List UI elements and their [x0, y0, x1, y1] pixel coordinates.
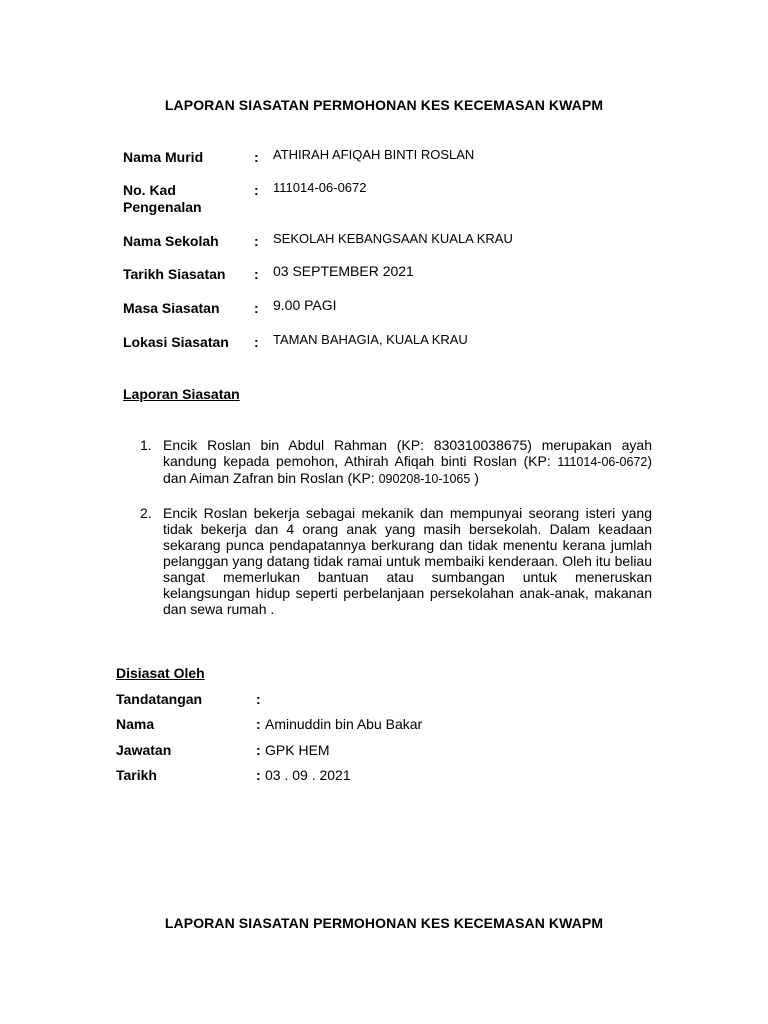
info-label: Lokasi Siasatan: [123, 334, 229, 350]
ic-number: 090208-10-1065: [378, 472, 471, 486]
document-title: LAPORAN SIASATAN PERMOHONAN KES KECEMASAN KWAPM: [164, 97, 604, 113]
info-label: Masa Siasatan: [123, 300, 220, 316]
info-value: TAMAN BAHAGIA, KUALA KRAU: [273, 332, 468, 347]
info-label: Nama Murid: [123, 149, 204, 165]
info-colon: :: [254, 266, 259, 282]
report-item: [140, 505, 652, 617]
info-colon: :: [254, 233, 259, 249]
report-item: [140, 437, 652, 487]
date-value: 03 . 09 . 2021: [265, 767, 351, 783]
position-value: GPK HEM: [265, 742, 330, 758]
report-item-text: Encik Roslan bekerja sebagai mekanik dan mempunyai seorang isteri yang tidak bekerja dan 4 orang anak yang masih bersekolah. Dalam keadaan sekarang punca pendapatannya berkurang dan tidak menentu kerana jumlah pelanggan yang datang tidak ramai untuk membaiki kenderaan. Oleh itu beliau sangat memerlukan bantuan atau sumbangan untuk meneruskan kelangsungan hidup seperti perbelanjaan persekolahan anak-anak, makanan dan sewa rumah .: [163, 505, 652, 617]
date-colon: :: [256, 767, 261, 783]
info-value: 03 SEPTEMBER 2021: [273, 263, 414, 279]
report-heading: Laporan Siasatan: [123, 386, 240, 402]
info-label: No. Kad Pengenalan: [123, 182, 202, 215]
signature-colon: :: [256, 691, 261, 707]
report-item-number: 2.: [140, 505, 152, 521]
ic-number: 111014-06-0672: [557, 455, 648, 469]
info-value: SEKOLAH KEBANGSAAN KUALA KRAU: [273, 231, 513, 246]
report-item-text: ): [470, 470, 479, 486]
info-colon: :: [254, 300, 259, 316]
date-label: Tarikh: [116, 767, 157, 783]
info-value: 111014-06-0672: [273, 180, 367, 195]
investigator-name-label: Nama: [116, 716, 155, 732]
info-value: ATHIRAH AFIQAH BINTI ROSLAN: [273, 147, 475, 162]
report-item-text: Encik Roslan bin Abdul Rahman (KP: 830310038675) merupakan ayah kandung kepada pemohon, Athirah Afiqah binti Roslan (KP:: [163, 437, 652, 469]
info-label: Nama Sekolah: [123, 233, 219, 249]
position-label: Jawatan: [116, 742, 172, 758]
info-colon: :: [254, 334, 259, 350]
info-value: 9.00 PAGI: [273, 297, 337, 313]
signature-label: Tandatangan: [116, 691, 203, 707]
investigator-heading: Disiasat Oleh: [116, 665, 205, 681]
info-colon: :: [254, 149, 259, 165]
investigator-name-value: Aminuddin bin Abu Bakar: [265, 716, 423, 732]
position-colon: :: [256, 742, 261, 758]
info-colon: :: [254, 182, 259, 198]
report-item-text: ) dan Aiman Zafran bin Roslan (KP:: [163, 453, 652, 486]
report-list: [140, 437, 652, 635]
info-label: Tarikh Siasatan: [123, 266, 226, 282]
report-item-number: 1.: [140, 437, 152, 453]
investigator-name-colon: :: [256, 716, 261, 732]
next-page-title: LAPORAN SIASATAN PERMOHONAN KES KECEMASAN KWAPM: [164, 915, 604, 931]
